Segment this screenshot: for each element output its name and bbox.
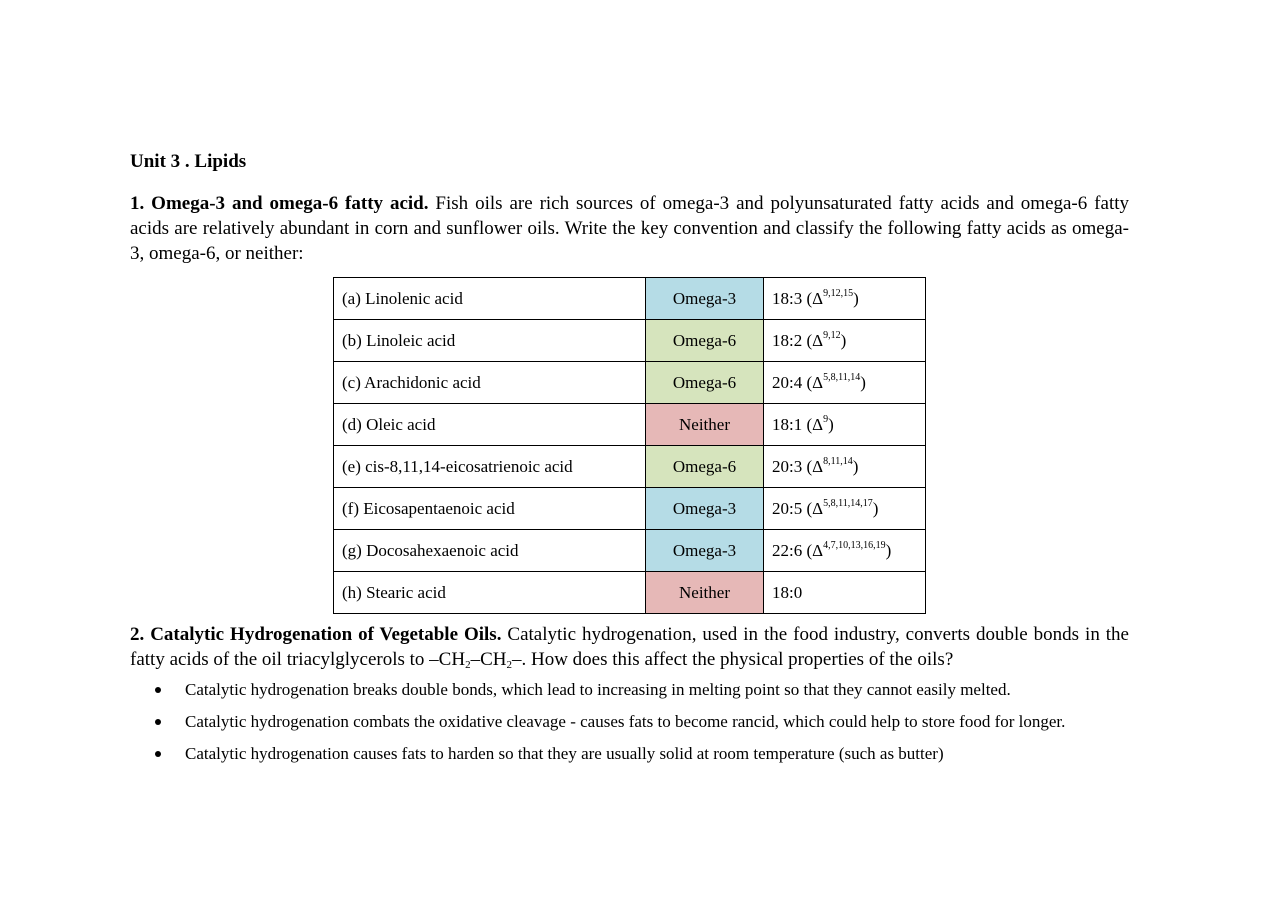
convention-text: 18:0 (772, 582, 803, 602)
fatty-acid-name: (b) Linoleic acid (334, 320, 646, 362)
double-bond-positions: 5,8,11,14 (823, 371, 861, 383)
document-page (130, 149, 1129, 774)
fatty-acid-table (333, 277, 926, 614)
convention-close: ) (852, 456, 859, 476)
answer-item (130, 710, 1129, 734)
key-convention-cell (764, 446, 926, 488)
question-1-body: Fish oils are rich sources of omega-3 and polyunsaturated fatty acids and omega-6 fatty acids are relatively abundant in corn and sunflower oils. Write the key convention and classify the following fatty acids as omega-3, omega-6, or neither: (130, 193, 1129, 264)
convention-text: 18:3 (Δ (772, 288, 824, 308)
question-2-body-c: –. How does this affect the physical properties of the oils? (511, 649, 954, 670)
question-2-heading: 2. Catalytic Hydrogenation of Vegetable Oils. (130, 624, 502, 645)
key-convention-cell (764, 278, 926, 320)
key-convention-cell (764, 404, 926, 446)
question-2-body-a: Catalytic hydrogenation, used in the food industry, converts double bonds in the fatty acids of the oil triacylglycerols to –CH (130, 624, 1129, 670)
convention-close: ) (853, 288, 859, 308)
convention-text: 18:1 (Δ (772, 414, 824, 434)
convention-close: ) (840, 330, 847, 350)
question-2 (130, 622, 1129, 672)
fatty-acid-name: (c) Arachidonic acid (334, 362, 646, 404)
table-row (334, 278, 926, 320)
fatty-acid-name: (g) Docosahexaenoic acid (334, 530, 646, 572)
convention-text: 22:6 (Δ (772, 540, 824, 560)
bullet-icon (155, 751, 161, 757)
classification-cell: Omega-3 (646, 278, 764, 320)
answer-list (130, 678, 1129, 766)
fatty-acid-name: (f) Eicosapentaenoic acid (334, 488, 646, 530)
table-row (334, 488, 926, 530)
classification-cell: Omega-6 (646, 446, 764, 488)
table-row (334, 404, 926, 446)
convention-text: 18:2 (Δ (772, 330, 824, 350)
convention-text: 20:4 (Δ (772, 372, 824, 392)
double-bond-positions: 9,12,15 (823, 287, 854, 299)
answer-text: Catalytic hydrogenation causes fats to harden so that they are usually solid at room temperature (such as butter) (185, 744, 944, 763)
unit-title: Unit 3 . Lipids (130, 151, 247, 172)
convention-close: ) (828, 414, 834, 434)
classification-cell: Neither (646, 572, 764, 614)
question-1-heading: 1. Omega-3 and omega-6 fatty acid. (130, 193, 429, 214)
double-bond-positions: 9,12 (823, 329, 841, 341)
classification-cell: Omega-3 (646, 530, 764, 572)
bullet-icon (155, 687, 161, 693)
table-row (334, 530, 926, 572)
subscript-2: 2 (465, 659, 471, 671)
double-bond-positions: 4,7,10,13,16,19 (823, 539, 886, 551)
table-row (334, 362, 926, 404)
table-row (334, 446, 926, 488)
fatty-acid-name: (a) Linolenic acid (334, 278, 646, 320)
key-convention-cell (764, 320, 926, 362)
fatty-acid-table-wrapper (333, 277, 1129, 614)
classification-cell: Omega-6 (646, 362, 764, 404)
convention-text: 20:3 (Δ (772, 456, 824, 476)
table-row (334, 572, 926, 614)
answer-item (130, 742, 1129, 766)
classification-cell: Neither (646, 404, 764, 446)
key-convention-cell (764, 572, 926, 614)
answer-text: Catalytic hydrogenation breaks double bonds, which lead to increasing in melting point so that they cannot easily melted. (185, 680, 1011, 699)
classification-cell: Omega-3 (646, 488, 764, 530)
convention-close: ) (872, 498, 879, 518)
convention-text: 20:5 (Δ (772, 498, 824, 518)
convention-close: ) (860, 372, 866, 392)
table-row (334, 320, 926, 362)
fatty-acid-name: (h) Stearic acid (334, 572, 646, 614)
key-convention-cell (764, 488, 926, 530)
fatty-acid-name: (e) cis-8,11,14-eicosatrienoic acid (334, 446, 646, 488)
double-bond-positions: 5,8,11,14,17 (823, 497, 873, 509)
subscript-2: 2 (506, 659, 512, 671)
question-1 (130, 191, 1129, 266)
key-convention-cell (764, 530, 926, 572)
key-convention-cell (764, 362, 926, 404)
answer-text: Catalytic hydrogenation combats the oxidative cleavage - causes fats to become rancid, which could help to store food for longer. (185, 712, 1066, 731)
double-bond-positions: 9 (823, 413, 829, 425)
question-2-body-b: –CH (470, 649, 507, 670)
bullet-icon (155, 719, 161, 725)
double-bond-positions: 8,11,14 (823, 455, 853, 467)
classification-cell: Omega-6 (646, 320, 764, 362)
answer-item (130, 678, 1129, 702)
fatty-acid-name: (d) Oleic acid (334, 404, 646, 446)
convention-close: ) (885, 540, 892, 560)
